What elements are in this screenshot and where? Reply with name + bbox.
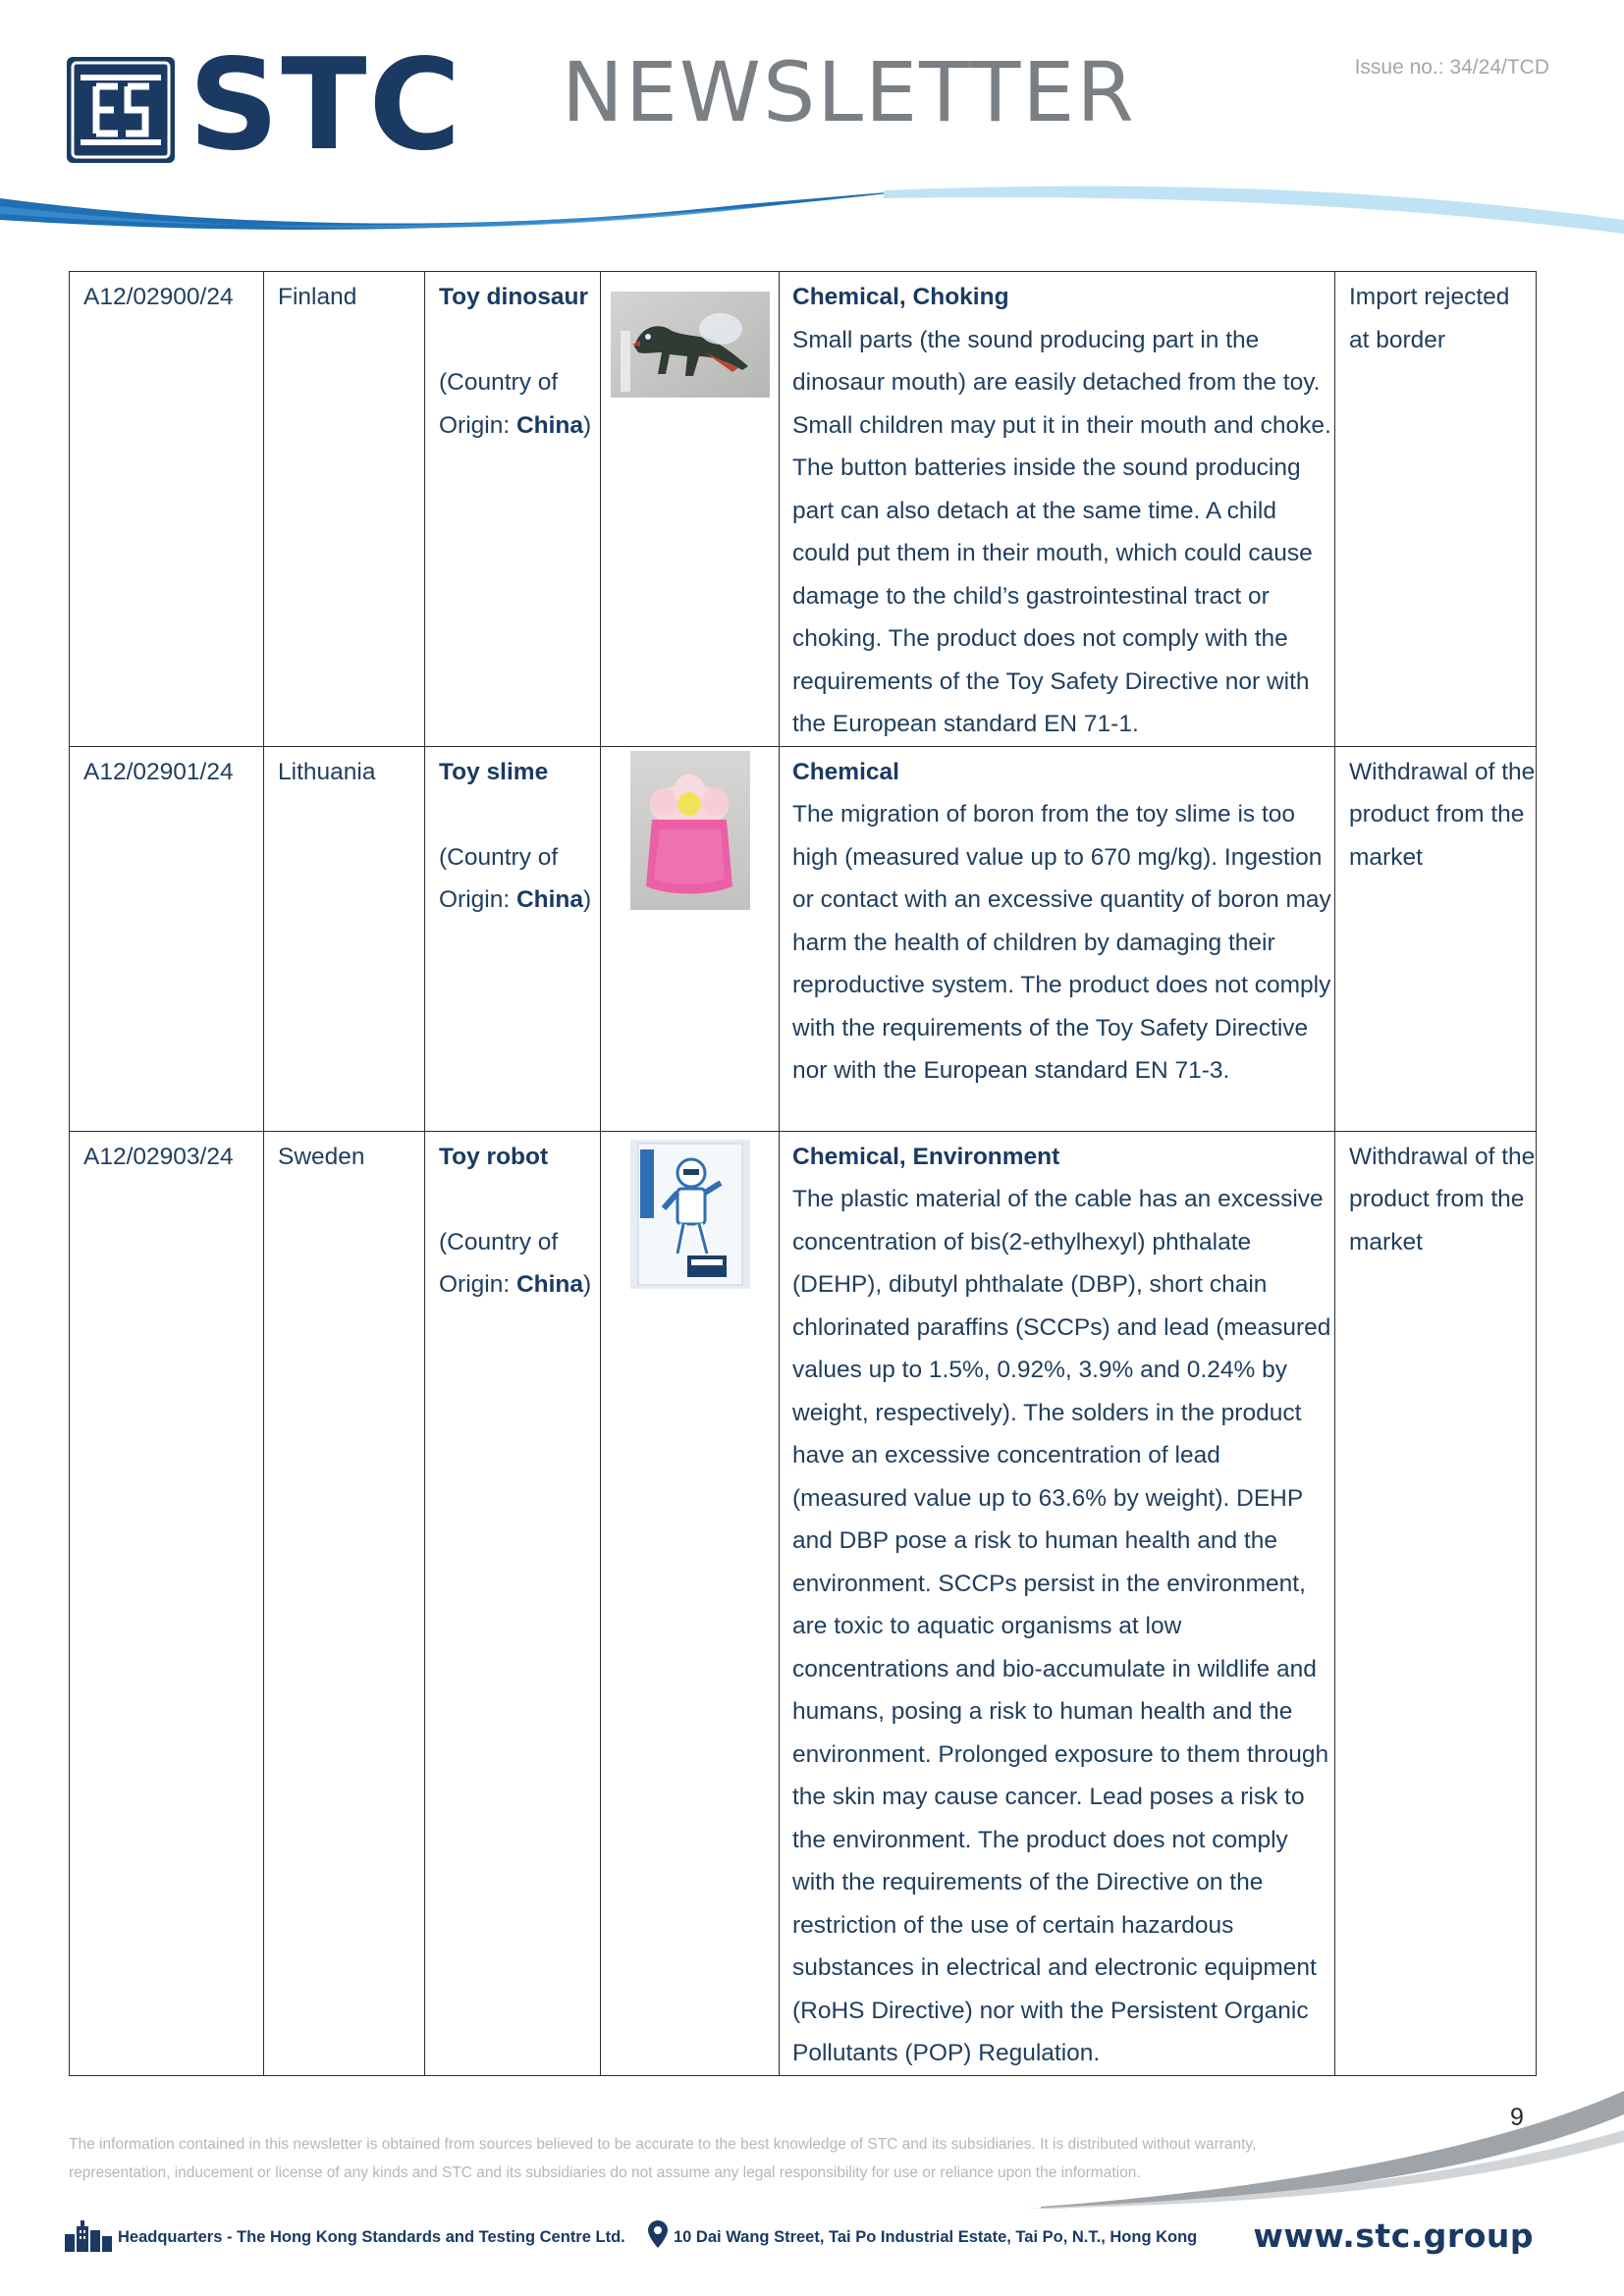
reference-cell: A12/02900/24 [70,272,264,747]
address-text: 10 Dai Wang Street, Tai Po Industrial Estate, Tai Po, N.T., Hong Kong [674,2228,1198,2246]
description-cell [780,746,1335,1131]
header-wave-decoration [0,177,1624,255]
newsletter-title: NEWSLETTER [562,44,1136,140]
risk-type: Chemical, Environment [792,1143,1060,1170]
image-cell [601,1131,780,2075]
product-name: Toy dinosaur [439,284,589,310]
origin-country: China [515,886,584,913]
risk-type: Chemical [792,758,899,785]
toy-dinosaur-photo-icon [611,292,770,398]
origin-line: Origin: China) [439,886,592,913]
measure-cell: Withdrawal of the product from the market [1335,1131,1537,2075]
country-cell: Lithuania [264,746,425,1131]
table-row [70,272,1537,747]
risk-type: Chemical, Choking [792,284,1009,310]
risk-description: The plastic material of the cable has an excessive concentration of bis(2-ethylhexyl) phthalate (DEHP), dibutyl phthalate (DBP), short chain chlorinated paraffins (SCCPs) and lead (measured values up to 1.5%, 0.92%, 3.9% and 0.24% by weight, respectively). The solders in the product have an excessive concentration of lead (measured value up to 63.6% by weight). DEHP and DBP pose a risk to human health and the environment. SCCPs persist in the environment, are toxic to aquatic organisms at low concentrations and bio-accumulate in wildlife and humans, posing a risk to human health and the environment. Prolonged exposure to them through the skin may cause cancer. Lead poses a risk to the environment. The product does not comply with the requirements of the Directive on the restriction of the use of certain hazardous substances in electrical and electronic equipment (RoHS Directive) nor with the Persistent Organic Pollutants (POP) Regulation. [792,1186,1331,2066]
table-row [70,1131,1537,2075]
image-cell [601,746,780,1131]
risk-description: The migration of boron from the toy slime is too high (measured value up to 670 mg/kg). Ingestion or contact with an excessive quantity of boron may harm the health of children by damaging their reproductive system. The product does not comply with the requirements of the Toy Safety Directive nor with the European standard EN 71-3. [792,801,1331,1084]
product-name: Toy slime [439,758,549,785]
stc-logo [67,32,463,179]
reference-cell: A12/02903/24 [70,1131,264,2075]
recall-table [69,271,1537,2076]
headquarters-text: Headquarters - The Hong Kong Standards and Testing Centre Ltd. [118,2228,625,2246]
description-cell [780,272,1335,747]
description-cell [780,1131,1335,2075]
table-row [70,746,1537,1131]
product-cell [425,1131,601,2075]
image-cell [601,272,780,747]
location-pin-icon [648,2220,668,2248]
origin-country: China [515,1271,584,1298]
product-cell [425,272,601,747]
toy-robot-photo-icon [630,1140,750,1289]
logo-wordmark: STC [189,32,463,179]
origin-line: Origin: China) [439,411,592,439]
origin-country: China [515,411,584,439]
building-icon [63,2220,114,2252]
country-cell: Finland [264,272,425,747]
stc-emblem-icon [67,57,175,163]
page-number: 9 [1510,2104,1524,2131]
disclaimer-text: The information contained in this newsletter is obtained from sources believed to be accurate to the best knowledge of STC and its subsidiaries. It is distributed without warranty, representation, inducement or license of any kinds and STC and its subsidiaries do not assume any legal responsibility for use or reliance upon the information. [69,2136,1257,2181]
origin-prefix: (Country of [439,843,559,871]
measure-cell: Import rejected at border [1335,272,1537,747]
origin-prefix: (Country of [439,369,559,396]
reference-cell: A12/02901/24 [70,746,264,1131]
toy-slime-photo-icon [630,751,750,910]
issue-number: Issue no.: 34/24/TCD [1354,56,1549,79]
product-name: Toy robot [439,1143,549,1170]
measure-cell: Withdrawal of the product from the market [1335,746,1537,1131]
website-link[interactable]: www.stc.group [1253,2216,1534,2255]
product-cell [425,746,601,1131]
origin-prefix: (Country of [439,1228,559,1255]
risk-description: Small parts (the sound producing part in the dinosaur mouth) are easily detached from the toy. Small children may put it in their mouth and choke. The button batteries inside the sound producing part can also detach at the same time. A child could put them in their mouth, which could cause damage to the child’s gastrointestinal tract or choking. The product does not comply with the requirements of the Toy Safety Directive nor with the European standard EN 71-1. [792,326,1331,737]
origin-line: Origin: China) [439,1271,592,1298]
country-cell: Sweden [264,1131,425,2075]
page-header [0,0,1624,255]
